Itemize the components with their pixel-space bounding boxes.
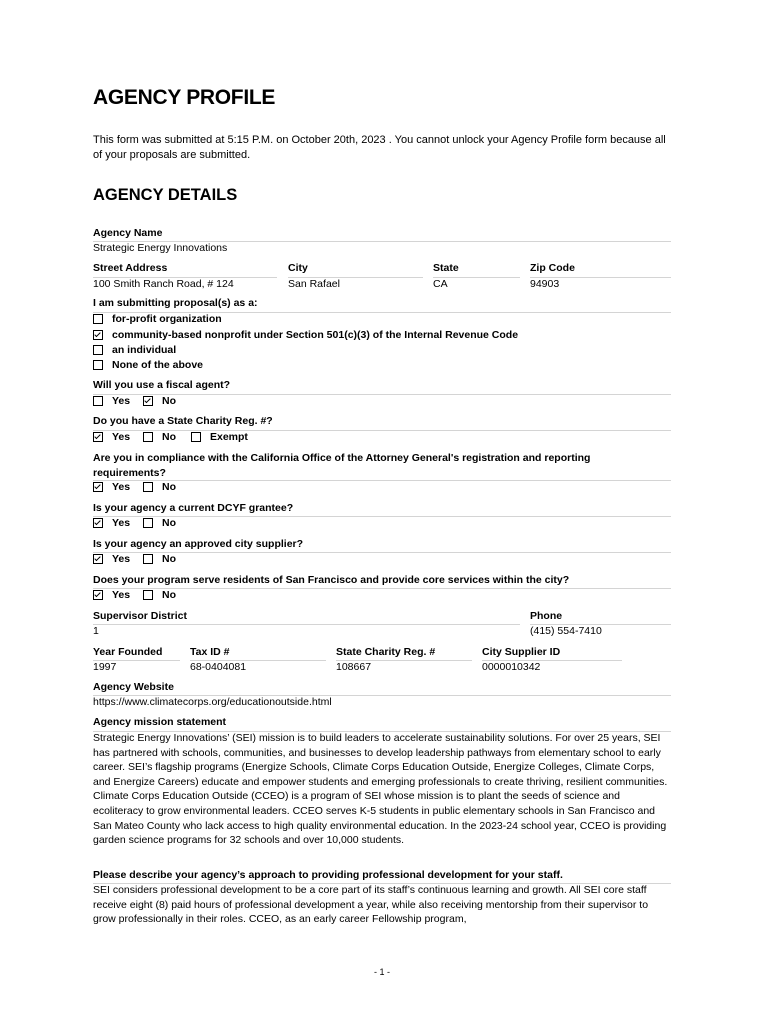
- agency-name-label: Agency Name: [93, 227, 163, 239]
- agency-website-label: Agency Website: [93, 681, 174, 693]
- tax-id-label: Tax ID #: [190, 646, 230, 658]
- street-address-value: 100 Smith Ranch Road, # 124: [93, 278, 234, 290]
- submission-notice: This form was submitted at 5:15 P.M. on October 20th, 2023 . You cannot unlock your Agency Profile form because all of your proposals are submitted.: [93, 134, 666, 161]
- state-value: CA: [433, 278, 448, 290]
- checkbox-icon[interactable]: [143, 432, 153, 442]
- fiscal-agent-question: Will you use a fiscal agent?: [93, 379, 231, 391]
- supervisor-district-label: Supervisor District: [93, 610, 187, 622]
- year-founded-value: 1997: [93, 661, 117, 673]
- checkbox-icon[interactable]: [93, 360, 103, 370]
- supervisor-district-value: 1: [93, 625, 99, 637]
- dcyf-no[interactable]: No: [143, 517, 176, 529]
- zip-code-label: Zip Code: [530, 262, 575, 274]
- fiscal-agent-yes[interactable]: Yes: [93, 395, 130, 407]
- city-supplier-question: Is your agency an approved city supplier?: [93, 538, 304, 550]
- checked-checkbox-icon[interactable]: [143, 396, 153, 406]
- street-address-label: Street Address: [93, 262, 168, 274]
- year-founded-label: Year Founded: [93, 646, 163, 658]
- agency-website-value: https://www.climatecorps.org/educationoutside.html: [93, 696, 332, 708]
- checked-checkbox-icon[interactable]: [93, 330, 103, 340]
- checkbox-icon[interactable]: [191, 432, 201, 442]
- compliance-question: Are you in compliance with the California Office of the Attorney General's registration and reporting requirements?: [93, 452, 591, 479]
- option-individual[interactable]: an individual: [93, 344, 176, 356]
- sf-residents-no[interactable]: No: [143, 589, 176, 601]
- option-for-profit[interactable]: for-profit organization: [93, 313, 222, 325]
- dcyf-yes[interactable]: Yes: [93, 517, 130, 529]
- compliance-yes[interactable]: Yes: [93, 481, 130, 493]
- checkbox-icon[interactable]: [93, 345, 103, 355]
- city-label: City: [288, 262, 308, 274]
- page-number: - 1 -: [373, 967, 390, 977]
- city-supplier-id-value: 0000010342: [482, 661, 541, 673]
- divider: [93, 516, 671, 517]
- state-charity-reg-label: State Charity Reg. #: [336, 646, 436, 658]
- checkbox-icon[interactable]: [143, 482, 153, 492]
- checked-checkbox-icon[interactable]: [93, 518, 103, 528]
- checkbox-icon[interactable]: [143, 590, 153, 600]
- city-supplier-yes[interactable]: Yes: [93, 553, 130, 565]
- sf-residents-question: Does your program serve residents of San Francisco and provide core services within the city?: [93, 574, 570, 586]
- checkbox-icon[interactable]: [93, 396, 103, 406]
- charity-reg-question: Do you have a State Charity Reg. #?: [93, 415, 273, 427]
- divider: [93, 394, 671, 395]
- fiscal-agent-no[interactable]: No: [143, 395, 176, 407]
- sf-residents-yes[interactable]: Yes: [93, 589, 130, 601]
- city-value: San Rafael: [288, 278, 340, 290]
- checked-checkbox-icon[interactable]: [93, 432, 103, 442]
- mission-statement-label: Agency mission statement: [93, 716, 227, 728]
- zip-code-value: 94903: [530, 278, 560, 290]
- charity-reg-no[interactable]: No: [143, 431, 176, 443]
- checked-checkbox-icon[interactable]: [93, 554, 103, 564]
- option-none[interactable]: None of the above: [93, 359, 203, 371]
- section-title: AGENCY DETAILS: [93, 186, 238, 204]
- divider: [93, 480, 671, 481]
- agency-name-value: Strategic Energy Innovations: [93, 242, 228, 254]
- checkbox-icon[interactable]: [93, 314, 103, 324]
- state-charity-reg-value: 108667: [336, 661, 372, 673]
- city-supplier-no[interactable]: No: [143, 553, 176, 565]
- mission-statement-text: Strategic Energy Innovations’ (SEI) mission is to build leaders to accelerate sustainability solutions. For over 25 years, SEI has partnered with schools, communities, and businesses to develop leadership pathways from elementary school to early career. SEI’s flagship programs (Energize Schools, Climate Corps Education Outside, Energize Colleges, Climate Corps, and Energize Careers) educate and empower students and emerging professionals to create thriving, resilient communities. Climate Corps Education Outside (CCEO) is a program of SEI whose mission is to plant the seeds of science and ecoliteracy to grow environmental leaders. CCEO serves K-5 students in public elementary schools in San Francisco and San Mateo County who lack access to high quality environmental education. In the 2023-24 school year, CCEO is providing garden science programs for 32 schools and over 10,000 students.: [93, 732, 668, 847]
- charity-reg-yes[interactable]: Yes: [93, 431, 130, 443]
- city-supplier-id-label: City Supplier ID: [482, 646, 561, 658]
- divider: [93, 430, 671, 431]
- page-title: AGENCY PROFILE: [93, 86, 276, 109]
- professional-development-question: Please describe your agency’s approach to providing professional development for your staff.: [93, 869, 563, 881]
- divider: [93, 624, 520, 625]
- charity-reg-exempt[interactable]: Exempt: [191, 431, 248, 443]
- submitting-as-question: I am submitting proposal(s) as a:: [93, 297, 258, 309]
- professional-development-text: SEI considers professional development to be a core part of its staff’s continuous learning and growth. All SEI core staff receive eight (8) paid hours of professional development a year, while also receiving mentorship from their supervisor to grow professionally in their roles. CCEO, as an early career Fellowship program,: [93, 884, 649, 926]
- phone-value: (415) 554-7410: [530, 625, 602, 637]
- checked-checkbox-icon[interactable]: [93, 482, 103, 492]
- checkbox-icon[interactable]: [143, 554, 153, 564]
- dcyf-question: Is your agency a current DCYF grantee?: [93, 502, 294, 514]
- compliance-no[interactable]: No: [143, 481, 176, 493]
- tax-id-value: 68-0404081: [190, 661, 247, 673]
- phone-label: Phone: [530, 610, 563, 622]
- checked-checkbox-icon[interactable]: [93, 590, 103, 600]
- checkbox-icon[interactable]: [143, 518, 153, 528]
- divider: [93, 552, 671, 553]
- divider: [93, 588, 671, 589]
- option-nonprofit[interactable]: community-based nonprofit under Section 501(c)(3) of the Internal Revenue Code: [93, 329, 518, 341]
- state-label: State: [433, 262, 459, 274]
